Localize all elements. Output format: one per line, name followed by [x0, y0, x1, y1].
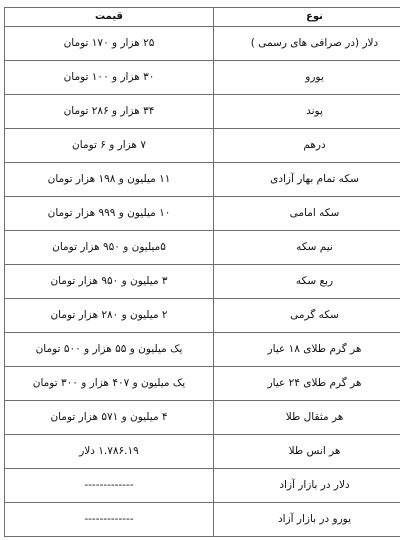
type-cell: درهم [214, 129, 400, 163]
table-row [5, 129, 400, 163]
price-table [4, 7, 400, 537]
table-row [5, 469, 400, 503]
price-cell: ۵میلیون و ۹۵۰ هزار تومان [5, 231, 214, 265]
table-row [5, 333, 400, 367]
type-cell: دلار (در صرافی های رسمی ) [214, 27, 400, 61]
table-row [5, 503, 400, 537]
table-row [5, 265, 400, 299]
table-row [5, 61, 400, 95]
type-cell: هر مثقال طلا [214, 401, 400, 435]
type-cell: سکه امامی [214, 197, 400, 231]
type-cell: سکه گرمی [214, 299, 400, 333]
type-cell: هر گرم طلای ۱۸ عیار [214, 333, 400, 367]
price-cell: ۱۱ میلیون و ۱۹۸ هزار تومان [5, 163, 214, 197]
type-cell: ربع سکه [214, 265, 400, 299]
table-row [5, 299, 400, 333]
price-cell: ۳ میلیون و ۹۵۰ هزار تومان [5, 265, 214, 299]
table-row [5, 367, 400, 401]
price-cell: ۳۴ هزار و ۲۸۶ تومان [5, 95, 214, 129]
price-cell: ۷ هزار و ۶ تومان [5, 129, 214, 163]
price-cell: یک میلیون و ۴۰۷ هزار و ۳۰۰ تومان [5, 367, 214, 401]
table-row [5, 95, 400, 129]
type-cell: هر انس طلا [214, 435, 400, 469]
price-cell: ------------- [5, 469, 214, 503]
price-cell: ------------- [5, 503, 214, 537]
price-cell: ۳۰ هزار و ۱۰۰ تومان [5, 61, 214, 95]
table-row [5, 401, 400, 435]
type-cell: یورو [214, 61, 400, 95]
table-header-row [5, 8, 400, 27]
type-cell: یورو در بازار آزاد [214, 503, 400, 537]
table-row [5, 231, 400, 265]
type-cell: نیم سکه [214, 231, 400, 265]
price-cell: ۲۵ هزار و ۱۷۰ تومان [5, 27, 214, 61]
price-cell: ۲ میلیون و ۲۸۰ هزار تومان [5, 299, 214, 333]
type-cell: دلار در بازار آزاد [214, 469, 400, 503]
header-type: نوع [214, 8, 400, 27]
price-cell: یک میلیون و ۵۵ هزار و ۵۰۰ تومان [5, 333, 214, 367]
table-row [5, 435, 400, 469]
price-cell: ۱۰ میلیون و ۹۹۹ هزار تومان [5, 197, 214, 231]
header-price: قیمت [5, 8, 214, 27]
price-cell: ۴ میلیون و ۵۷۱ هزار تومان [5, 401, 214, 435]
type-cell: پوند [214, 95, 400, 129]
type-cell: هر گرم طلای ۲۴ عیار [214, 367, 400, 401]
table-row [5, 27, 400, 61]
type-cell: سکه تمام بهار آزادی [214, 163, 400, 197]
price-cell: ۱.۷۸۶.۱۹ دلار [5, 435, 214, 469]
table-row [5, 197, 400, 231]
table-row [5, 163, 400, 197]
